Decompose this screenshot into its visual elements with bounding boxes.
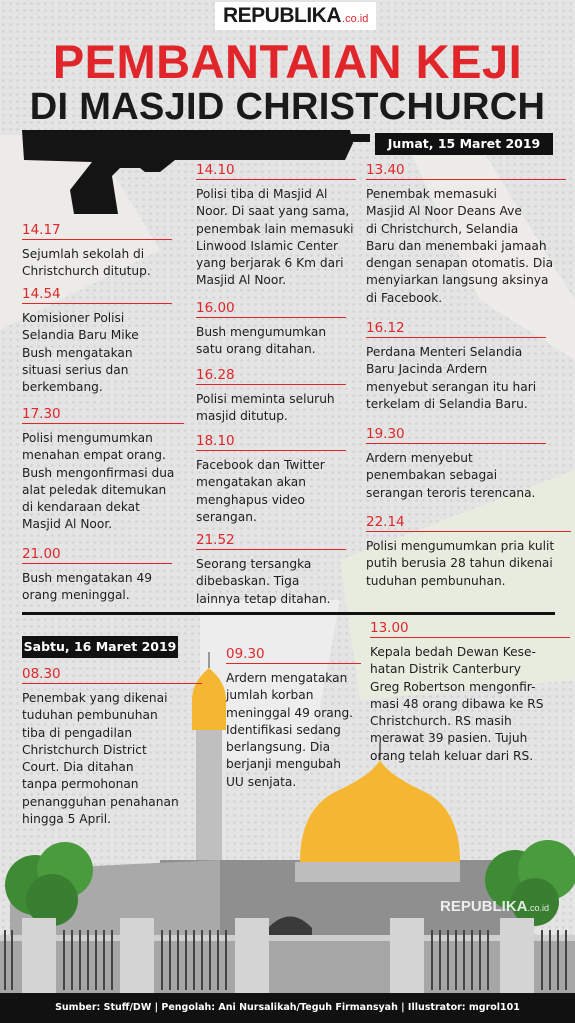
event-text: Kepala bedah Dewan Kese- hatan Distrik Canterbury Greg Robertson mengonfir- masi 48 orang dibawa ke RS Christchurch. RS masih merawat 39 pasien. Tujuh orang telah keluar dari RS. bbox=[370, 645, 544, 763]
event-2214 bbox=[366, 514, 571, 590]
event-1930 bbox=[366, 426, 546, 502]
event-text: Penembak yang dikenai tuduhan pembunuhan tiba di pengadilan Christchurch District Court. Dia ditahan tanpa permohonan penangguhan penahanan hingga 5 April. bbox=[22, 691, 179, 827]
event-text: Polisi tiba di Masjid Al Noor. Di saat yang sama, penembak lain memasuki Linwood Islamic Center yang berjarak 6 Km dari Masjid Al Noor. bbox=[196, 187, 354, 288]
event-text: Polisi mengumumkan pria kulit putih berusia 28 tahun dikenai tuduhan pembunuhan. bbox=[366, 539, 555, 588]
logo-name: REPUBLIKA bbox=[223, 4, 342, 27]
event-text: Facebook dan Twitter mengatakan akan menghapus video serangan. bbox=[196, 458, 325, 524]
event-1300 bbox=[370, 620, 570, 765]
event-1340 bbox=[366, 162, 566, 307]
logo-tld: .co.id bbox=[342, 13, 369, 25]
event-time: 22.14 bbox=[366, 514, 571, 532]
event-1730 bbox=[22, 406, 184, 534]
event-2152 bbox=[196, 532, 346, 608]
event-text: Seorang tersangka dibebaskan. Tiga lainnya tetap ditahan. bbox=[196, 557, 331, 606]
event-time: 13.40 bbox=[366, 162, 566, 180]
event-time: 17.30 bbox=[22, 406, 184, 424]
title-line-2: DI MASJID CHRISTCHURCH bbox=[29, 86, 546, 128]
event-time: 16.12 bbox=[366, 320, 546, 338]
event-1810 bbox=[196, 433, 346, 526]
event-time: 16.28 bbox=[196, 367, 346, 385]
title-line-1: PEMBANTAIAN KEJI bbox=[52, 35, 523, 88]
date-bar-day-1: Jumat, 15 Maret 2019 bbox=[375, 133, 553, 155]
event-text: Sejumlah sekolah di Christchurch ditutup. bbox=[22, 247, 151, 279]
event-2100 bbox=[22, 546, 172, 605]
event-1600 bbox=[196, 300, 346, 359]
event-text: Polisi mengumumkan menahan empat orang. Bush mengonfirmasi dua alat peledak ditemukan di kendaraan dekat Masjid Al Noor. bbox=[22, 431, 175, 532]
event-text: Ardern mengatakan jumlah korban meninggal 49 orang. Identifikasi sedang berlangsung. Dia berjanji mengubah UU senjata. bbox=[226, 671, 354, 789]
watermark-name: REPUBLIKA bbox=[440, 898, 528, 915]
event-time: 21.00 bbox=[22, 546, 172, 564]
event-0830 bbox=[22, 666, 202, 828]
date-bar-day-2: Sabtu, 16 Maret 2019 bbox=[22, 636, 178, 658]
event-time: 21.52 bbox=[196, 532, 346, 550]
event-time: 14.54 bbox=[22, 286, 172, 304]
event-text: Penembak memasuki Masjid Al Noor Deans Ave di Christchurch, Selandia Baru dan menembaki jamaah dengan senapan otomatis. Dia menyiarkan langsung aksinya di Facebook. bbox=[366, 187, 554, 305]
event-text: Bush mengumumkan satu orang ditahan. bbox=[196, 325, 327, 357]
event-text: Polisi meminta seluruh masjid ditutup. bbox=[196, 392, 335, 424]
event-time: 19.30 bbox=[366, 426, 546, 444]
event-time: 13.00 bbox=[370, 620, 570, 638]
event-1454 bbox=[22, 286, 172, 396]
event-time: 09.30 bbox=[226, 646, 361, 664]
event-0930 bbox=[226, 646, 361, 791]
event-1410 bbox=[196, 162, 356, 290]
event-1417 bbox=[22, 222, 172, 281]
section-divider bbox=[22, 612, 555, 615]
event-time: 14.10 bbox=[196, 162, 356, 180]
event-text: Bush mengatakan 49 orang meninggal. bbox=[22, 571, 152, 603]
republika-logo bbox=[215, 2, 376, 30]
event-time: 16.00 bbox=[196, 300, 346, 318]
event-1628 bbox=[196, 367, 346, 426]
event-time: 08.30 bbox=[22, 666, 202, 684]
republika-watermark bbox=[440, 898, 549, 915]
event-text: Komisioner Polisi Selandia Baru Mike Bush mengatakan situasi serius dan berkembang. bbox=[22, 311, 139, 395]
event-text: Perdana Menteri Selandia Baru Jacinda Ardern menyebut serangan itu hari terkelam di Selandia Baru. bbox=[366, 345, 537, 411]
credits-bar: Sumber: Stuff/DW | Pengolah: Ani Nursalikah/Teguh Firmansyah | Illustrator: mgrol101 bbox=[0, 993, 575, 1023]
watermark-tld: .co.id bbox=[527, 903, 550, 913]
event-text: Ardern menyebut penembakan sebagai serangan teroris terencana. bbox=[366, 451, 536, 500]
event-time: 18.10 bbox=[196, 433, 346, 451]
event-1612 bbox=[366, 320, 546, 413]
event-time: 14.17 bbox=[22, 222, 172, 240]
